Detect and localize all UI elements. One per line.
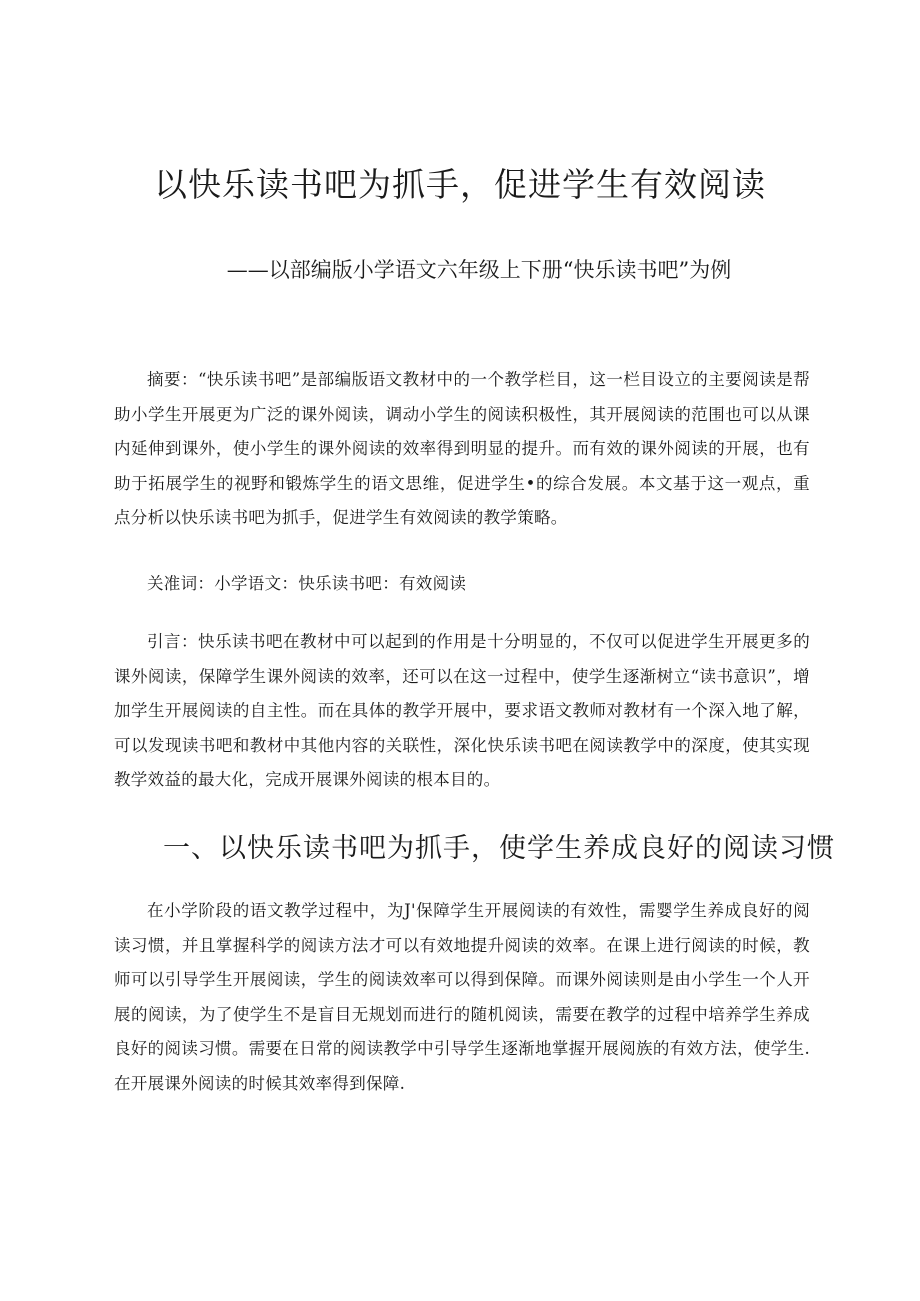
section-heading: 一、以快乐读书吧为抓手，使学生养成良好的阅读习惯 xyxy=(163,833,835,864)
introduction-paragraph: 引言：快乐读书吧在教材中可以起到的作用是十分明显的，不仅可以促进学生开展更多的课外阅读，保障学生课外阅读的效率，还可以在这一过程中，使学生逐渐树立“读书意识”，增加学生开展阅读的自主性。而在具体的教学开展中，要求语文教师对教材有一个深入地了解，可以发现读书吧和教材中其他内容的关联性，深化快乐读书吧在阅读教学中的深度，使其实现教学效益的最大化，完成开展课外阅读的根本目的。 xyxy=(114,632,810,789)
section-body-paragraph: 在小学阶段的语文教学过程中，为J'保障学生开展阅读的有效性，需婴学生养成良好的阅读习惯，并且掌握科学的阅读方法才可以有效地提升阅读的效率。在课上进行阅读的时候，教师可以引导学生开展阅读，学生的阅读效率可以得到保障。而课外阅读则是由小学生一个人开展的阅读，为了使学生不是盲目无规划而进行的随机阅读，需要在教学的过程中培养学生养成良好的阅读习惯。需要在日常的阅读教学中引导学生逐渐地掌握开展阅族的有效方法，使学生.在开展课外阅读的时候其效率得到保障. xyxy=(114,901,810,1093)
abstract-paragraph: 摘要：“快乐读书吧”是部编版语文教材中的一个教学栏目，这一栏目设立的主要阅读是帮助小学生开展更为广泛的课外阅读，调动小学生的阅读积极性，其开展阅读的范围也可以从课内延伸到课外，使小学生的课外阅读的效率得到明显的提升。而有效的课外阅读的开展，也有助于拓展学生的视野和锻炼学生的语文思维，促进学生•的综合发展。本文基于这一观点，重点分析以快乐读书吧为抓手，促进学生有效阅读的教学策略。 xyxy=(114,370,810,527)
keywords-line: 关准词：小学语文：快乐读书吧：有效阅读 xyxy=(147,574,467,593)
page-title: 以快乐读书吧为抓手，促进学生有效阅读 xyxy=(154,165,766,204)
page-subtitle: ——以部编版小学语文六年级上下册“快乐读书吧”为例 xyxy=(226,258,732,282)
